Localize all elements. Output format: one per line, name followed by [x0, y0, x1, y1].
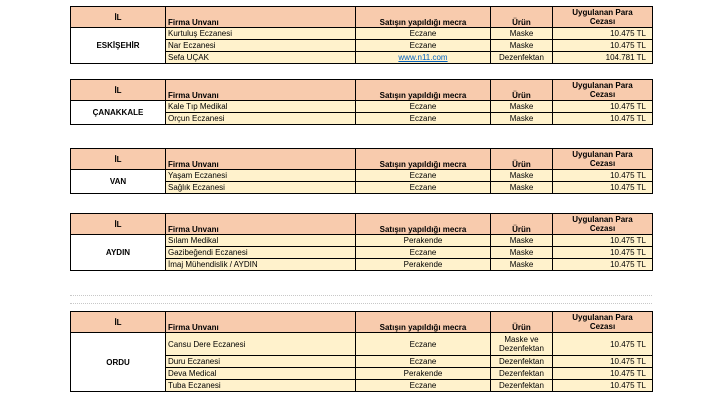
il-name: ESKİŞEHİR: [71, 28, 166, 64]
header-row: [71, 312, 653, 333]
firma-cell: Deva Medical: [166, 368, 356, 380]
urun-cell: Dezenfektan: [491, 356, 553, 368]
mecra-cell: Eczane: [356, 356, 491, 368]
header-firma: Firma Unvanı: [166, 80, 356, 101]
penalty-table: [70, 148, 653, 194]
header-mecra: Satışın yapıldığı mecra: [356, 214, 491, 235]
mecra-cell: Perakende: [356, 235, 491, 247]
header-ceza: Uygulanan Para Cezası: [553, 214, 653, 235]
urun-cell: Maske: [491, 113, 553, 125]
header-il: İL: [71, 214, 166, 235]
urun-cell: Dezenfektan: [491, 380, 553, 392]
header-row: [71, 80, 653, 101]
header-urun: Ürün: [491, 7, 553, 28]
firma-cell: Orçun Eczanesi: [166, 113, 356, 125]
mecra-cell: Eczane: [356, 28, 491, 40]
ceza-cell: 10.475 TL: [553, 368, 653, 380]
firma-cell: Sağlık Eczanesi: [166, 182, 356, 194]
urun-cell: Maske: [491, 40, 553, 52]
firma-cell: Sılam Medikal: [166, 235, 356, 247]
header-row: [71, 214, 653, 235]
mecra-cell: Eczane: [356, 333, 491, 356]
firma-cell: Kale Tıp Medikal: [166, 101, 356, 113]
urun-cell: Maske: [491, 170, 553, 182]
header-mecra: Satışın yapıldığı mecra: [356, 149, 491, 170]
header-firma: Firma Unvanı: [166, 149, 356, 170]
header-firma: Firma Unvanı: [166, 214, 356, 235]
header-il: İL: [71, 7, 166, 28]
table-row: [71, 101, 653, 113]
header-mecra: Satışın yapıldığı mecra: [356, 312, 491, 333]
urun-cell: Maske: [491, 235, 553, 247]
firma-cell: Cansu Dere Eczanesi: [166, 333, 356, 356]
mecra-cell: Eczane: [356, 182, 491, 194]
firma-cell: Gazibeğendi Eczanesi: [166, 247, 356, 259]
firma-cell: Kurtuluş Eczanesi: [166, 28, 356, 40]
header-urun: Ürün: [491, 214, 553, 235]
il-name: VAN: [71, 170, 166, 194]
ceza-cell: 10.475 TL: [553, 333, 653, 356]
firma-cell: Duru Eczanesi: [166, 356, 356, 368]
header-ceza: Uygulanan Para Cezası: [553, 312, 653, 333]
ceza-cell: 10.475 TL: [553, 113, 653, 125]
header-mecra: Satışın yapıldığı mecra: [356, 7, 491, 28]
empty-gridline: [70, 295, 652, 296]
mecra-cell: [356, 52, 491, 64]
ceza-cell: 10.475 TL: [553, 170, 653, 182]
firma-cell: Sefa UÇAK: [166, 52, 356, 64]
ceza-cell: 10.475 TL: [553, 247, 653, 259]
mecra-cell: Perakende: [356, 259, 491, 271]
mecra-cell: Eczane: [356, 113, 491, 125]
section-van: [70, 148, 652, 194]
ceza-cell: 10.475 TL: [553, 380, 653, 392]
mecra-link[interactable]: www.n11.com: [398, 53, 448, 62]
header-ceza: Uygulanan Para Cezası: [553, 80, 653, 101]
il-name: AYDIN: [71, 235, 166, 271]
firma-cell: Nar Eczanesi: [166, 40, 356, 52]
section-canakkale: [70, 79, 652, 125]
mecra-cell: Eczane: [356, 101, 491, 113]
header-urun: Ürün: [491, 312, 553, 333]
urun-cell: Maske: [491, 182, 553, 194]
firma-cell: İmaj Mühendislik / AYDIN: [166, 259, 356, 271]
urun-cell: Maske: [491, 247, 553, 259]
mecra-cell: Eczane: [356, 170, 491, 182]
header-urun: Ürün: [491, 149, 553, 170]
ceza-cell: 10.475 TL: [553, 235, 653, 247]
urun-cell: Dezenfektan: [491, 368, 553, 380]
penalty-table: [70, 6, 653, 64]
header-firma: Firma Unvanı: [166, 312, 356, 333]
table-row: [71, 235, 653, 247]
empty-gridline: [70, 303, 652, 304]
header-mecra: Satışın yapıldığı mecra: [356, 80, 491, 101]
ceza-cell: 10.475 TL: [553, 40, 653, 52]
penalty-table: [70, 213, 653, 271]
urun-cell: Maske: [491, 259, 553, 271]
ceza-cell: 10.475 TL: [553, 182, 653, 194]
il-name: ÇANAKKALE: [71, 101, 166, 125]
urun-cell: Maske ve Dezenfektan: [491, 333, 553, 356]
header-firma: Firma Unvanı: [166, 7, 356, 28]
table-row: [71, 170, 653, 182]
ceza-cell: 10.475 TL: [553, 356, 653, 368]
header-ceza: Uygulanan Para Cezası: [553, 7, 653, 28]
mecra-cell: Eczane: [356, 380, 491, 392]
section-ordu: [70, 311, 652, 392]
header-il: İL: [71, 312, 166, 333]
header-row: [71, 149, 653, 170]
section-eskisehir: [70, 6, 652, 64]
firma-cell: Tuba Eczanesi: [166, 380, 356, 392]
penalty-table: [70, 79, 653, 125]
firma-cell: Yaşam Eczanesi: [166, 170, 356, 182]
urun-cell: Dezenfektan: [491, 52, 553, 64]
header-row: [71, 7, 653, 28]
header-il: İL: [71, 149, 166, 170]
section-aydin: [70, 213, 652, 271]
header-ceza: Uygulanan Para Cezası: [553, 149, 653, 170]
ceza-cell: 10.475 TL: [553, 28, 653, 40]
ceza-cell: 10.475 TL: [553, 101, 653, 113]
mecra-cell: Eczane: [356, 40, 491, 52]
ceza-cell: 10.475 TL: [553, 259, 653, 271]
header-urun: Ürün: [491, 80, 553, 101]
penalty-table: [70, 311, 653, 392]
table-row: [71, 333, 653, 356]
urun-cell: Maske: [491, 28, 553, 40]
mecra-cell: Perakende: [356, 368, 491, 380]
ceza-cell: 104.781 TL: [553, 52, 653, 64]
table-row: [71, 28, 653, 40]
il-name: ORDU: [71, 333, 166, 392]
urun-cell: Maske: [491, 101, 553, 113]
mecra-cell: Eczane: [356, 247, 491, 259]
header-il: İL: [71, 80, 166, 101]
